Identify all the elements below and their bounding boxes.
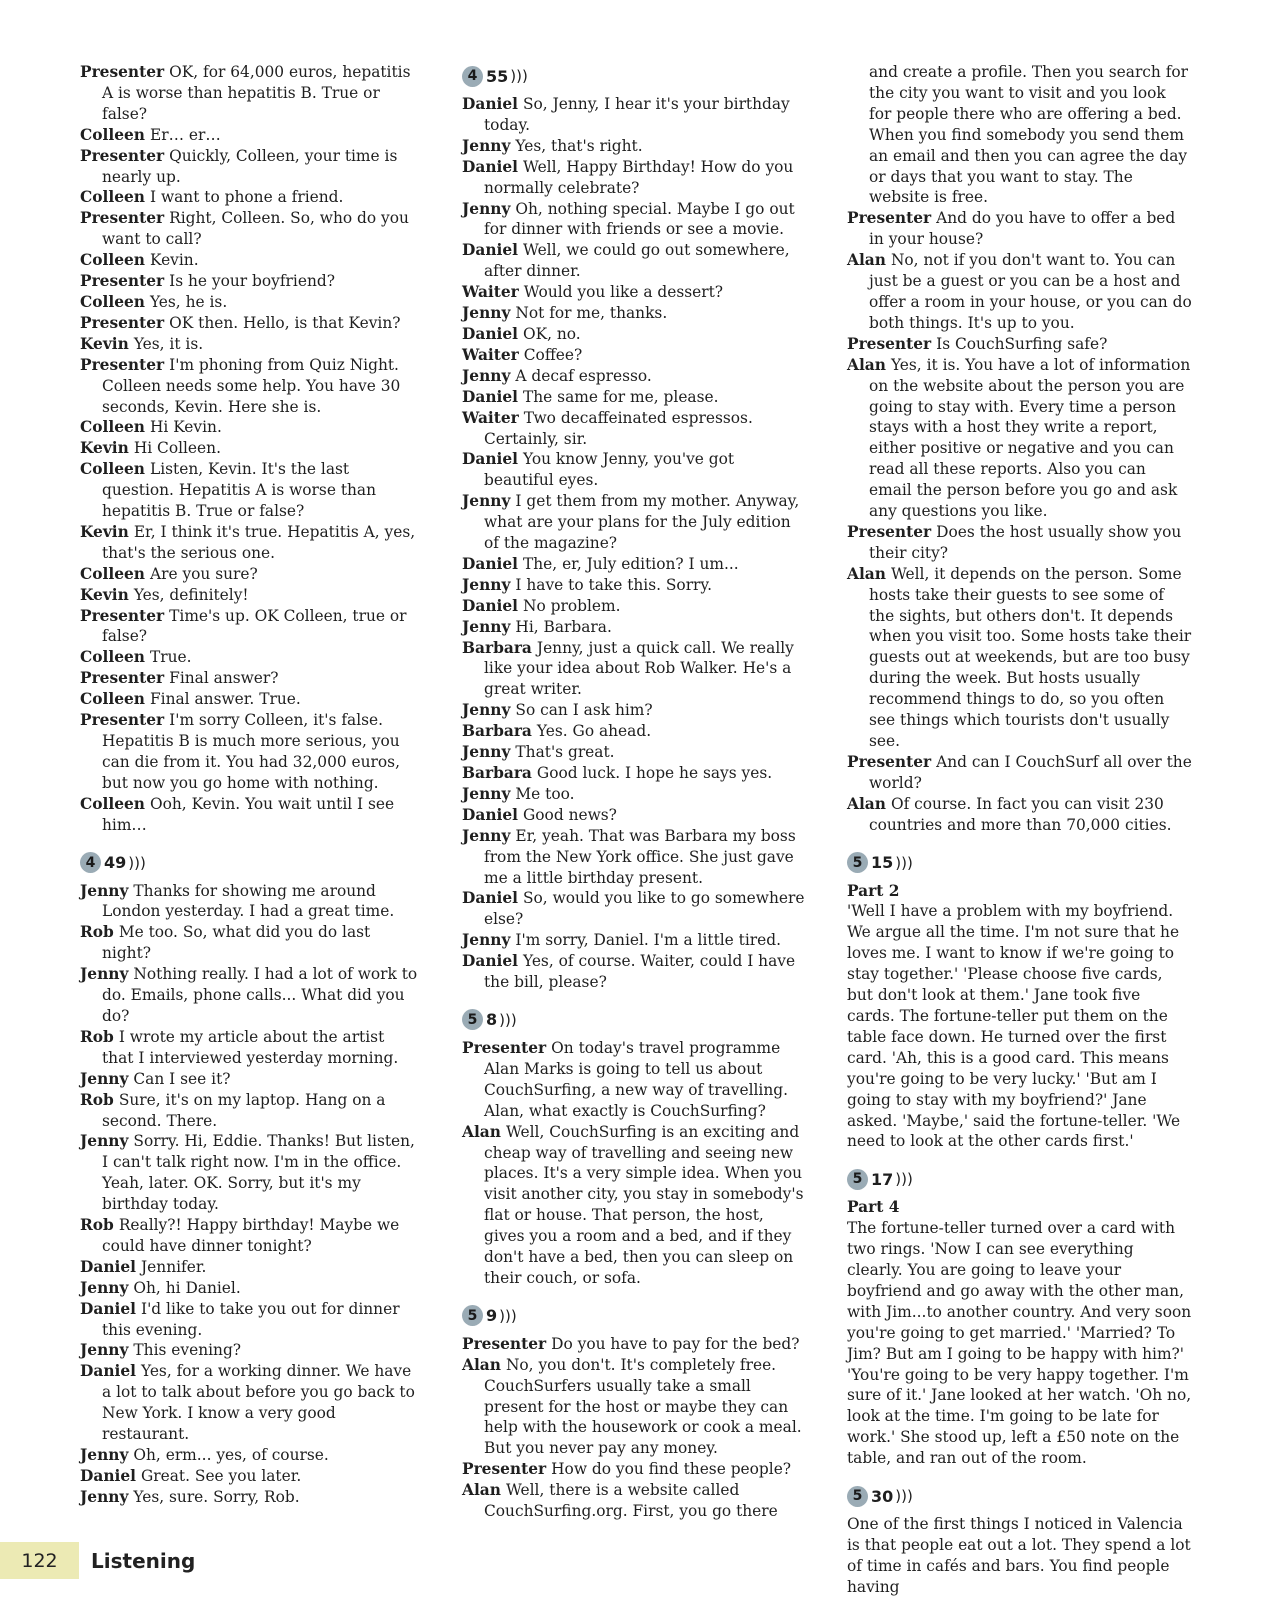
dialogue-line [462,345,807,366]
speaker-name: Jenny [462,492,511,511]
dialogue-line [462,387,807,408]
dialogue-line [462,805,807,826]
speaker-name: Daniel [462,241,518,260]
dialogue-text: Coffee? [523,345,583,364]
dialogue-text: Yes, that's right. [515,136,643,155]
dialogue-line [847,334,1192,355]
speaker-name: Daniel [462,952,518,971]
dialogue-text: OK then. Hello, is that Kevin? [169,313,401,332]
dialogue-line [462,491,807,554]
speaker-name: Jenny [462,784,511,803]
dialogue-text: OK, no. [523,324,581,343]
cd-number-badge: 5 [462,1009,483,1030]
speaker-name: Colleen [80,794,145,813]
dialogue-line [80,1361,420,1445]
dialogue-line [462,408,807,450]
dialogue-line [80,1131,420,1215]
dialogue-text: Final answer? [169,669,279,688]
speaker-name: Presenter [462,1460,547,1479]
dialogue-line [462,617,807,638]
dialogue-line [80,187,420,208]
audio-wave-icon: ))) [895,1170,913,1189]
dialogue-text: Yes, sure. Sorry, Rob. [133,1487,300,1506]
dialogue-text: Is CouchSurfing safe? [936,334,1108,353]
dialogue-text: Well, Happy Birthday! How do you normally celebrate? [484,157,794,197]
dialogue-line [462,951,807,993]
speaker-name: Rob [80,1090,114,1109]
dialogue-line [847,564,1192,752]
speaker-name: Rob [80,1216,114,1235]
cd-number-badge: 5 [847,1169,868,1190]
dialogue-line [80,522,420,564]
speaker-name: Jenny [462,931,511,950]
dialogue-text: Oh, hi Daniel. [133,1278,241,1297]
dialogue-line [462,324,807,345]
dialogue-text: Thanks for showing me around London yesterday. I had a great time. [102,881,395,921]
speaker-name: Jenny [462,826,511,845]
dialogue-line [80,794,420,836]
speaker-name: Colleen [80,188,145,207]
dialogue-line [847,794,1192,836]
dialogue-text: OK, for 64,000 euros, hepatitis A is worse than hepatitis B. True or false? [102,63,411,123]
dialogue-line [462,1038,807,1122]
speaker-name: Presenter [847,752,932,771]
dialogue-line [462,157,807,199]
dialogue-line [462,1355,807,1460]
narrative-paragraph: One of the first things I noticed in Valencia is that people eat out a lot. They spend a lot of time in cafés and bars. You find people having [847,1515,1191,1596]
speaker-name: Alan [462,1481,501,1500]
audio-wave-icon: ))) [499,1306,517,1325]
speaker-name: Colleen [80,418,145,437]
speaker-name: Colleen [80,251,145,270]
dialogue-line [462,638,807,701]
track-number: 8 [486,1010,498,1030]
dialogue-text: I'm sorry Colleen, it's false. Hepatitis B is much more serious, you can die from it. You had 32,000 euros, but now you go home with nothing. [102,711,400,792]
audio-wave-icon: ))) [499,1010,517,1029]
dialogue-line [80,1466,420,1487]
speaker-name: Jenny [80,881,129,900]
dialogue-text: No problem. [523,596,621,615]
dialogue-text: Listen, Kevin. It's the last question. Hepatitis A is worse than hepatitis B. True or false? [102,460,377,521]
speaker-name: Daniel [80,1362,136,1381]
speaker-name: Colleen [80,564,145,583]
narrative-paragraph: The fortune-teller turned over a card with two rings. 'Now I can see everything clearly. You are going to leave your boyfriend and go away with the other man, with Jim...to another country. And very soon you're going to get married.' 'Married? To Jim? But am I going to be happy with him?' 'You're going to be very happy together. I'm sure of it.' Jane looked at her watch. 'Oh no, look at the time. I'm going to be late for work.' She stood up, left a £50 note on the table, and ran out of the room. [847,1219,1192,1468]
dialogue-line [80,355,420,418]
speaker-name: Daniel [80,1466,136,1485]
dialogue-line [80,1278,420,1299]
dialogue-line [462,282,807,303]
dialogue-text: Would you like a dessert? [523,283,724,302]
dialogue-text: Hi Colleen. [133,439,221,458]
track-number: 30 [871,1486,894,1506]
dialogue-line [80,1340,420,1361]
dialogue-line [80,964,420,1027]
dialogue-line [462,888,807,930]
dialogue-text: How do you find these people? [551,1460,792,1479]
speaker-name: Colleen [80,690,145,709]
speaker-name: Jenny [80,1278,129,1297]
speaker-name: Alan [847,251,886,270]
speaker-name: Daniel [80,1257,136,1276]
dialogue-line [80,668,420,689]
speaker-name: Presenter [80,669,165,688]
track-number: 55 [486,66,509,86]
dialogue-text: Final answer. True. [149,690,301,709]
dialogue-text: Yes, it is. You have a lot of information on the website about the person you are going to stay with. Every time a person stays with a host they write a report, either positive or negative and you can read all these reports. Also you can email the person before you go and ask any questions you like. [869,355,1191,521]
speaker-name: Daniel [462,157,518,176]
speaker-name: Jenny [462,743,511,762]
dialogue-line [80,417,420,438]
dialogue-text: Yes, he is. [149,292,228,311]
speaker-name: Kevin [80,522,129,541]
dialogue-text: The, er, July edition? I um... [523,554,739,573]
dialogue-line [847,250,1192,334]
dialogue-text: True. [149,648,192,667]
track-number: 49 [104,853,127,873]
dialogue-text: Well, we could go out somewhere, after dinner. [484,241,790,281]
dialogue-text: On today's travel programme Alan Marks is going to tell us about CouchSurfing, a new way of travelling. Alan, what exactly is CouchSurfing? [484,1038,789,1120]
dialogue-line [462,700,807,721]
speaker-name: Daniel [462,387,518,406]
dialogue-line [847,522,1192,564]
dialogue-text: Two decaffeinated espressos. Certainly, sir. [484,408,753,448]
audio-track-marker [847,1165,1192,1193]
dialogue-line [80,564,420,585]
dialogue-line [80,1215,420,1257]
dialogue-line [80,585,420,606]
dialogue-line [462,596,807,617]
speaker-name: Jenny [80,1446,129,1464]
dialogue-text: Sorry. Hi, Eddie. Thanks! But listen, I can't talk right now. I'm in the office. Yeah, later. OK. Sorry, but it's my birthday today. [102,1132,415,1214]
dialogue-text: Er, yeah. That was Barbara my boss from the New York office. She just gave me a little birthday present. [484,826,796,887]
dialogue-text: So can I ask him? [515,701,653,720]
speaker-name: Presenter [80,63,165,81]
speaker-name: Daniel [462,554,518,573]
dialogue-line [80,647,420,668]
dialogue-text: Well, there is a website called CouchSurfing.org. First, you go there [484,1481,778,1521]
dialogue-line [462,554,807,575]
speaker-name: Alan [847,794,886,813]
dialogue-line [847,752,1192,794]
audio-track-marker [847,849,1192,877]
speaker-name: Presenter [80,272,165,291]
dialogue-text: I'd like to take you out for dinner this evening. [102,1299,400,1339]
speaker-name: Presenter [80,146,165,165]
dialogue-text: Good luck. I hope he says yes. [536,764,773,782]
dialogue-text: Oh, erm... yes, of course. [133,1446,329,1464]
speaker-name: Kevin [80,334,129,353]
dialogue-line [462,94,807,136]
dialogue-text: You know Jenny, you've got beautiful eyes. [484,450,735,490]
dialogue-text: Yes, definitely! [133,585,249,604]
speaker-name: Daniel [80,1299,136,1318]
speaker-name: Colleen [80,648,145,667]
dialogue-line [462,763,807,784]
dialogue-text: Nothing really. I had a lot of work to do. Emails, phone calls... What did you do? [102,965,418,1025]
dialogue-text: Er, I think it's true. Hepatitis A, yes, that's the serious one. [102,522,416,562]
cd-number-badge: 5 [847,1486,868,1507]
speaker-name: Barbara [462,764,532,782]
cd-number-badge: 5 [462,1305,483,1326]
part-heading: Part 2 [847,881,900,900]
dialogue-line [462,366,807,387]
column-middle [462,62,807,1522]
dialogue-line [80,1257,420,1278]
dialogue-line [462,784,807,805]
audio-wave-icon: ))) [128,853,146,872]
dialogue-line [462,303,807,324]
dialogue-line [80,1090,420,1132]
dialogue-line [462,1459,807,1480]
speaker-name: Rob [80,1027,114,1046]
speaker-name: Alan [462,1122,501,1141]
audio-track-marker [462,1302,807,1330]
dialogue-text: Do you have to pay for the bed? [551,1334,800,1353]
dialogue-line [80,1445,420,1466]
speaker-name: Jenny [462,136,511,155]
track-number: 15 [871,853,894,873]
dialogue-line [462,721,807,742]
speaker-name: Jenny [80,1341,129,1360]
dialogue-text: Of course. In fact you can visit 230 countries and more than 70,000 cities. [869,794,1172,834]
dialogue-text: I'm sorry, Daniel. I'm a little tired. [515,931,781,950]
speaker-name: Daniel [462,324,518,343]
speaker-name: Jenny [80,1069,129,1088]
speaker-name: Barbara [462,722,532,741]
speaker-name: Alan [462,1355,501,1374]
narrative-paragraph: 'Well I have a problem with my boyfriend. We argue all the time. I'm not sure that he loves me. I want to know if we're going to stay together.' 'Please choose five cards, but don't look at them.' Jane took five cards. The fortune-teller put them on the table face down. He turned over the first card. 'Ah, this is a good card. This means you're going to be very lucky.' 'But am I going to stay with my boyfriend?' Jane asked. 'Maybe,' said the fortune-teller. 'We need to look at the other cards first.' [847,902,1181,1151]
speaker-name: Alan [847,564,886,583]
cd-number-badge: 4 [462,66,483,87]
speaker-name: Barbara [462,638,532,657]
page-footer [0,1542,400,1579]
dialogue-text: Great. See you later. [141,1466,302,1485]
dialogue-text: This evening? [133,1341,242,1360]
audio-wave-icon: ))) [510,67,528,85]
audio-track-marker [462,62,807,90]
continued-text: and create a profile. Then you search for the city you want to visit and you look for people there who are offering a bed. When you find somebody you send them an email and then you can agree the day or days that you want to stay. The website is free. [869,63,1189,207]
speaker-name: Daniel [462,805,518,824]
dialogue-line [80,62,420,125]
dialogue-text: Oh, nothing special. Maybe I go out for dinner with friends or see a movie. [484,199,795,239]
dialogue-text: And can I CouchSurf all over the world? [869,752,1192,792]
speaker-name: Presenter [462,1038,547,1057]
dialogue-text: Kevin. [149,251,199,270]
dialogue-text: No, not if you don't want to. You can just be a guest or you can be a host and offer a room in your house, or you can do both things. It's up to you. [869,251,1192,332]
speaker-name: Jenny [462,366,511,385]
dialogue-line [462,826,807,889]
dialogue-line [462,449,807,491]
speaker-name: Colleen [80,125,145,144]
dialogue-text: Not for me, thanks. [515,304,668,323]
dialogue-text: Good news? [523,805,617,824]
dialogue-line [462,930,807,951]
dialogue-text: Right, Colleen. So, who do you want to call? [102,209,409,249]
speaker-name: Colleen [80,460,145,479]
speaker-name: Daniel [462,889,518,908]
dialogue-line [462,199,807,241]
dialogue-line [80,292,420,313]
speaker-name: Presenter [847,334,932,353]
dialogue-line [847,208,1192,250]
speaker-name: Jenny [462,701,511,720]
audio-wave-icon: ))) [895,1487,913,1506]
speaker-name: Waiter [462,345,519,364]
speaker-name: Kevin [80,585,129,604]
dialogue-text: Quickly, Colleen, your time is nearly up. [102,146,398,186]
dialogue-line [462,742,807,763]
dialogue-line [462,575,807,596]
dialogue-line [462,136,807,157]
audio-wave-icon: ))) [895,853,913,872]
dialogue-text: Hi Kevin. [149,418,222,437]
dialogue-line [462,1480,807,1522]
dialogue-line [80,1487,420,1508]
dialogue-text: Ooh, Kevin. You wait until I see him… [102,794,395,834]
dialogue-line [462,240,807,282]
dialogue-text: Jenny, just a quick call. We really like your idea about Rob Walker. He's a great writer. [484,638,794,699]
dialogue-line [80,250,420,271]
speaker-name: Jenny [462,304,511,323]
dialogue-line [462,1122,807,1289]
part-heading: Part 4 [847,1198,900,1217]
speaker-name: Jenny [80,965,129,984]
speaker-name: Presenter [847,522,932,541]
section-title: Listening [91,1548,196,1573]
dialogue-line [462,1334,807,1355]
dialogue-text: Is he your boyfriend? [169,272,335,291]
dialogue-text: A decaf espresso. [515,366,652,385]
dialogue-line [80,1299,420,1341]
speaker-name: Presenter [80,313,165,332]
dialogue-text: Me too. [515,784,575,803]
dialogue-text: Hi, Barbara. [515,617,612,636]
speaker-name: Jenny [462,617,511,636]
dialogue-text: Yes, it is. [133,334,204,353]
dialogue-line [80,1027,420,1069]
dialogue-line [80,271,420,292]
dialogue-text: And do you have to offer a bed in your house? [869,209,1176,249]
speaker-name: Rob [80,923,114,942]
dialogue-text: Well, it depends on the person. Some hosts take their guests to see some of the sights, but others don't. It depends when you visit too. Some hosts take their guests out at weekends, but are too busy during the week. But hosts usually recommend things to do, so you often see things which tourists don't usually see. [869,564,1192,750]
dialogue-text: No, you don't. It's completely free. CouchSurfers usually take a small present for the host or maybe they can help with the housework or cook a meal. But you never pay any money. [484,1355,802,1458]
speaker-name: Presenter [80,606,165,625]
cd-number-badge: 5 [847,852,868,873]
audio-track-marker [80,849,420,877]
dialogue-text: I want to phone a friend. [149,188,344,207]
dialogue-line [80,334,420,355]
speaker-name: Daniel [462,450,518,469]
dialogue-line [80,208,420,250]
column-right [847,62,1192,1598]
speaker-name: Presenter [462,1334,547,1353]
dialogue-text: So, would you like to go somewhere else? [484,889,805,929]
cd-number-badge: 4 [80,852,101,873]
speaker-name: Presenter [80,209,165,228]
dialogue-text: Can I see it? [133,1069,231,1088]
dialogue-text: I'm phoning from Quiz Night. Colleen needs some help. You have 30 seconds, Kevin. Here she is. [102,355,401,416]
audio-track-marker [847,1482,1192,1510]
dialogue-line [80,881,420,923]
track-number: 9 [486,1306,498,1326]
dialogue-text: I have to take this. Sorry. [515,575,712,594]
speaker-name: Jenny [80,1132,129,1151]
dialogue-line [80,689,420,710]
speaker-name: Kevin [80,439,129,458]
speaker-name: Presenter [80,711,165,730]
dialogue-text: That's great. [515,743,615,762]
speaker-name: Waiter [462,408,519,427]
dialogue-text: Yes. Go ahead. [536,722,652,741]
dialogue-line [80,922,420,964]
dialogue-text: Yes, for a working dinner. We have a lot to talk about before you go back to New York. I know a very good restaurant. [102,1362,415,1444]
dialogue-line [847,355,1192,522]
dialogue-text: Really?! Happy birthday! Maybe we could have dinner tonight? [102,1216,400,1255]
dialogue-line [80,459,420,522]
speaker-name: Presenter [80,355,165,374]
dialogue-line [80,438,420,459]
dialogue-line [80,146,420,188]
dialogue-text: Jennifer. [141,1257,207,1276]
dialogue-text: Are you sure? [149,564,258,583]
dialogue-text: Sure, it's on my laptop. Hang on a second. There. [102,1090,386,1130]
dialogue-text: I get them from my mother. Anyway, what are your plans for the July edition of the magazine? [484,492,800,553]
audio-track-marker [462,1006,807,1034]
speaker-name: Presenter [847,209,932,228]
page-number: 122 [0,1542,79,1579]
speaker-name: Jenny [462,199,511,218]
dialogue-line [80,1069,420,1090]
dialogue-line [80,606,420,648]
dialogue-text: I wrote my article about the artist that I interviewed yesterday morning. [102,1027,399,1067]
dialogue-line [80,710,420,794]
speaker-name: Daniel [462,95,518,113]
dialogue-line [80,313,420,334]
dialogue-text: Time's up. OK Colleen, true or false? [102,606,407,646]
dialogue-text: Er… er… [149,125,221,144]
speaker-name: Jenny [80,1487,129,1506]
dialogue-line [80,125,420,146]
speaker-name: Jenny [462,575,511,594]
speaker-name: Waiter [462,283,519,302]
speaker-name: Daniel [462,596,518,615]
dialogue-text: Me too. So, what did you do last night? [102,923,371,963]
dialogue-text: Does the host usually show you their city? [869,522,1182,562]
dialogue-text: Yes, of course. Waiter, could I have the bill, please? [484,952,796,992]
speaker-name: Alan [847,355,886,374]
track-number: 17 [871,1169,894,1189]
speaker-name: Colleen [80,292,145,311]
column-left [80,62,420,1508]
dialogue-text: The same for me, please. [523,387,719,406]
dialogue-text: Well, CouchSurfing is an exciting and cheap way of travelling and seeing new places. It's a very simple idea. When you visit another city, you stay in somebody's flat or house. That person, the host, gives you a room and a bed, and if they don't have a bed, then you can sleep on their couch, or sofa. [484,1122,804,1287]
dialogue-text: So, Jenny, I hear it's your birthday today. [484,95,790,134]
